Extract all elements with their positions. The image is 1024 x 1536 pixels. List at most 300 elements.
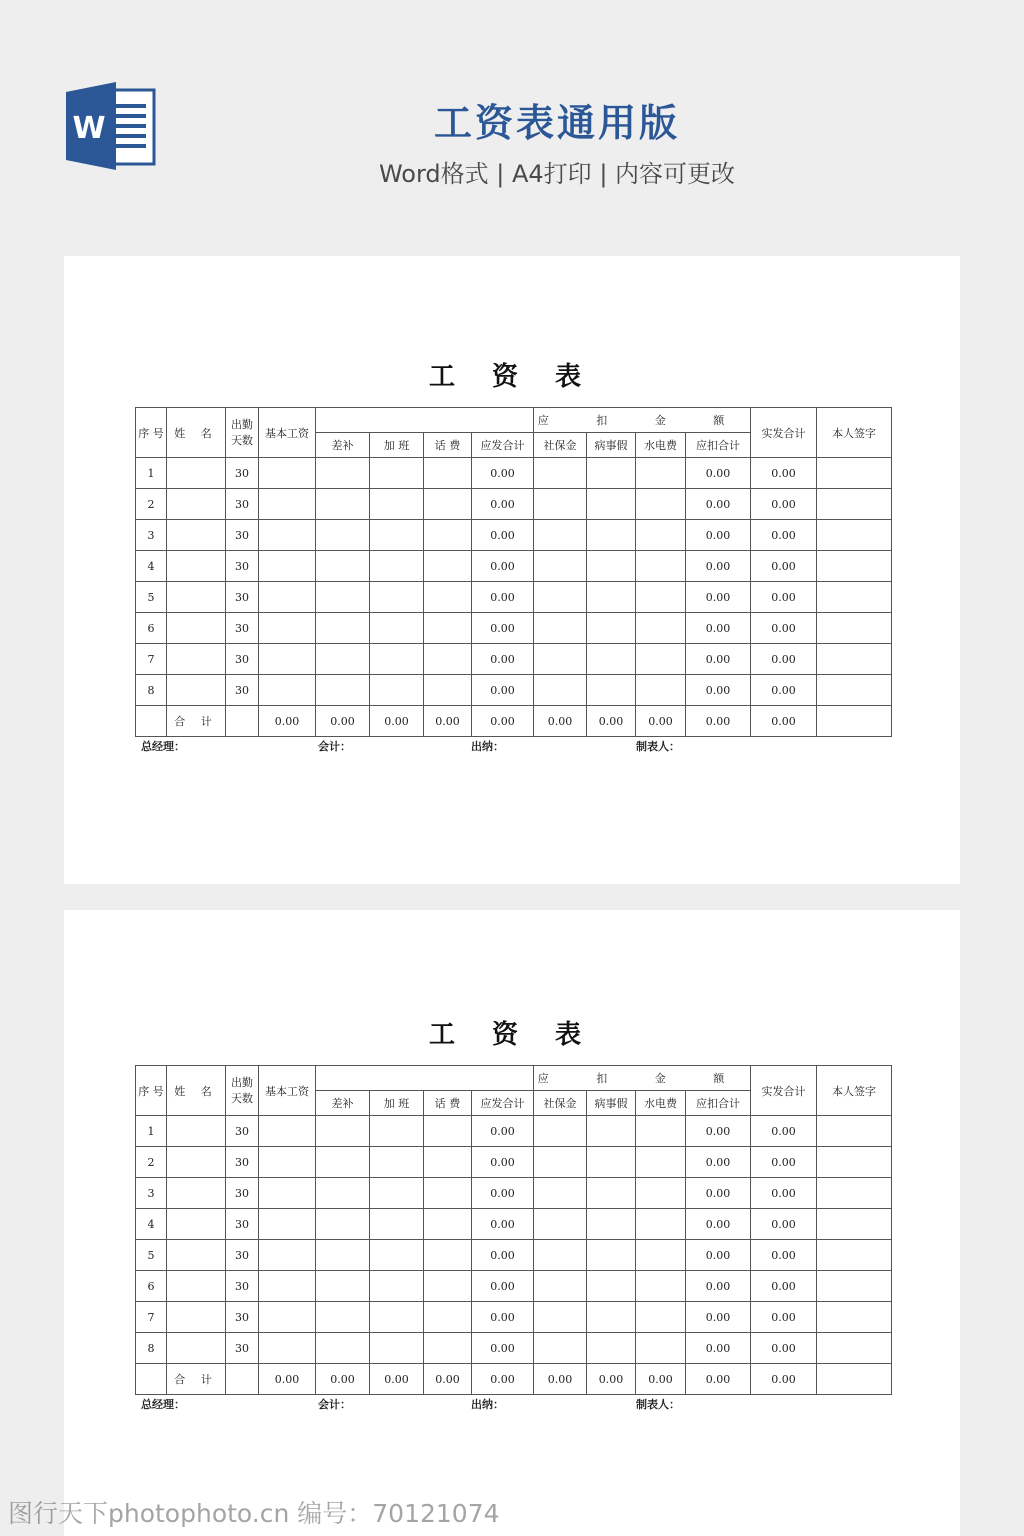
cell-name [167,458,226,489]
col-header-phone-fee: 话 费 [424,433,472,458]
cell-seq: 6 [136,613,167,644]
col-header-utilities: 水电费 [636,1091,686,1116]
cell-allowance [316,458,370,489]
total-value: 0.00 [686,1364,751,1395]
col-header-base-salary: 基本工资 [259,1066,316,1116]
total-value: 0.00 [587,1364,636,1395]
cell-actual-total: 0.00 [751,1147,817,1178]
cell-overtime [370,489,424,520]
table-row [136,489,892,520]
cell-deduction-total: 0.00 [686,458,751,489]
cell-deduction-total: 0.00 [686,1178,751,1209]
header-row [136,408,892,433]
cell-social-security [534,1147,587,1178]
cell-sick-leave [587,489,636,520]
table-row [136,551,892,582]
cell-seq: 7 [136,1302,167,1333]
cell-seq: 3 [136,1178,167,1209]
cell-deduction-total: 0.00 [686,613,751,644]
total-days [226,1364,259,1395]
cell-name [167,1116,226,1147]
cell-gross-total: 0.00 [472,1147,534,1178]
cell-deduction-total: 0.00 [686,1147,751,1178]
cell-base-salary [259,582,316,613]
table-row [136,1240,892,1271]
table-row [136,1147,892,1178]
cell-utilities [636,1333,686,1364]
col-header-signature: 本人签字 [817,408,892,458]
cell-actual-total: 0.00 [751,520,817,551]
total-value: 0.00 [636,706,686,737]
cell-actual-total: 0.00 [751,1178,817,1209]
cell-gross-total: 0.00 [472,1209,534,1240]
cell-base-salary [259,551,316,582]
signature-footer [141,1396,881,1412]
total-value: 0.00 [370,1364,424,1395]
cell-seq: 2 [136,489,167,520]
col-header-social-security: 社保金 [534,433,587,458]
cell-actual-total: 0.00 [751,1209,817,1240]
col-header-attendance-text: 出勤天数 [231,417,253,447]
cell-name [167,1147,226,1178]
cell-gross-total: 0.00 [472,1240,534,1271]
cell-deduction-total: 0.00 [686,644,751,675]
cell-signature [817,1116,892,1147]
cell-utilities [636,458,686,489]
cell-gross-total: 0.00 [472,582,534,613]
cell-signature [817,644,892,675]
cell-sick-leave [587,675,636,706]
cell-utilities [636,644,686,675]
total-label: 合 计 [167,706,226,737]
cell-days: 30 [226,644,259,675]
cell-allowance [316,1178,370,1209]
preparer-label: 制表人： [636,1398,680,1411]
cell-allowance [316,1302,370,1333]
cell-sick-leave [587,1271,636,1302]
cell-signature [817,1240,892,1271]
cell-sick-leave [587,458,636,489]
cell-phone-fee [424,1302,472,1333]
cell-phone-fee [424,1147,472,1178]
cell-actual-total: 0.00 [751,551,817,582]
cell-seq: 8 [136,675,167,706]
cell-deduction-total: 0.00 [686,1333,751,1364]
cell-allowance [316,1271,370,1302]
cell-name [167,489,226,520]
cell-utilities [636,551,686,582]
cell-allowance [316,675,370,706]
signature-footer [141,738,881,754]
cell-phone-fee [424,1240,472,1271]
cell-base-salary [259,613,316,644]
col-header-phone-fee: 话 费 [424,1091,472,1116]
cell-sick-leave [587,582,636,613]
cell-utilities [636,1116,686,1147]
col-header-allowance: 差补 [316,433,370,458]
cell-signature [817,489,892,520]
cell-base-salary [259,1240,316,1271]
cell-social-security [534,613,587,644]
col-header-allowance: 差补 [316,1091,370,1116]
cell-base-salary [259,675,316,706]
cell-gross-total: 0.00 [472,1178,534,1209]
cell-seq: 3 [136,520,167,551]
cell-sick-leave [587,1209,636,1240]
cell-phone-fee [424,675,472,706]
cell-gross-total: 0.00 [472,613,534,644]
cell-base-salary [259,458,316,489]
cell-gross-total: 0.00 [472,458,534,489]
cell-deduction-total: 0.00 [686,551,751,582]
col-header-earnings-group [316,1066,534,1091]
cell-base-salary [259,1147,316,1178]
cell-days: 30 [226,520,259,551]
cell-phone-fee [424,551,472,582]
col-header-attendance [226,408,259,458]
cell-phone-fee [424,613,472,644]
accountant-label: 会计： [318,1398,351,1411]
cell-utilities [636,1302,686,1333]
cell-phone-fee [424,1178,472,1209]
total-seq [136,1364,167,1395]
cell-deduction-total: 0.00 [686,582,751,613]
cell-sick-leave [587,644,636,675]
cell-social-security [534,1240,587,1271]
cell-signature [817,1333,892,1364]
cell-social-security [534,458,587,489]
cell-gross-total: 0.00 [472,1302,534,1333]
cell-days: 30 [226,1209,259,1240]
cell-base-salary [259,1178,316,1209]
col-header-attendance [226,1066,259,1116]
cell-gross-total: 0.00 [472,489,534,520]
cell-overtime [370,644,424,675]
cell-signature [817,675,892,706]
cell-phone-fee [424,644,472,675]
cell-name [167,1271,226,1302]
cell-deduction-total: 0.00 [686,1209,751,1240]
cell-overtime [370,1147,424,1178]
total-value: 0.00 [259,1364,316,1395]
col-header-attendance-text: 出勤天数 [231,1075,253,1105]
cell-days: 30 [226,1147,259,1178]
cell-name [167,644,226,675]
cell-name [167,1302,226,1333]
cell-social-security [534,1271,587,1302]
total-value: 0.00 [424,1364,472,1395]
cell-actual-total: 0.00 [751,1333,817,1364]
cell-phone-fee [424,1333,472,1364]
cell-name [167,1240,226,1271]
manager-label: 总经理： [141,740,185,753]
cell-deduction-total: 0.00 [686,1302,751,1333]
cell-allowance [316,582,370,613]
cell-utilities [636,489,686,520]
accountant-label: 会计： [318,740,351,753]
cell-utilities [636,1271,686,1302]
cell-actual-total: 0.00 [751,1302,817,1333]
cell-seq: 1 [136,1116,167,1147]
cell-sick-leave [587,1178,636,1209]
col-header-utilities: 水电费 [636,433,686,458]
cell-phone-fee [424,1271,472,1302]
cell-signature [817,1271,892,1302]
cell-days: 30 [226,1333,259,1364]
cell-social-security [534,1302,587,1333]
cell-actual-total: 0.00 [751,613,817,644]
cell-utilities [636,1178,686,1209]
cell-name [167,520,226,551]
total-value: 0.00 [534,706,587,737]
cell-overtime [370,582,424,613]
cell-days: 30 [226,613,259,644]
table-row [136,1209,892,1240]
cell-gross-total: 0.00 [472,551,534,582]
cell-days: 30 [226,1271,259,1302]
total-value: 0.00 [316,1364,370,1395]
cell-signature [817,1302,892,1333]
col-header-signature: 本人签字 [817,1066,892,1116]
cell-overtime [370,1302,424,1333]
cell-actual-total: 0.00 [751,675,817,706]
cell-overtime [370,458,424,489]
cell-phone-fee [424,582,472,613]
total-value: 0.00 [686,706,751,737]
cell-name [167,551,226,582]
total-value: 0.00 [636,1364,686,1395]
cell-seq: 8 [136,1333,167,1364]
cell-seq: 4 [136,1209,167,1240]
total-value: 0.00 [472,1364,534,1395]
header-subtitle: Word格式 | A4打印 | 内容可更改 [378,160,736,188]
col-header-base-salary: 基本工资 [259,408,316,458]
cell-seq: 5 [136,1240,167,1271]
cell-allowance [316,1333,370,1364]
cell-utilities [636,1209,686,1240]
cell-social-security [534,675,587,706]
cell-utilities [636,520,686,551]
cell-allowance [316,613,370,644]
total-value: 0.00 [259,706,316,737]
cell-base-salary [259,644,316,675]
cell-gross-total: 0.00 [472,644,534,675]
col-header-overtime: 加 班 [370,433,424,458]
cell-social-security [534,644,587,675]
cell-gross-total: 0.00 [472,1333,534,1364]
cell-allowance [316,520,370,551]
cell-signature [817,520,892,551]
total-label: 合 计 [167,1364,226,1395]
cell-days: 30 [226,1240,259,1271]
total-value: 0.00 [316,706,370,737]
cashier-label: 出纳： [471,740,504,753]
cell-seq: 5 [136,582,167,613]
cell-signature [817,458,892,489]
total-value: 0.00 [424,706,472,737]
col-header-deduction-group: 应 扣 金 额 [534,1066,751,1091]
total-value: 0.00 [472,706,534,737]
cell-allowance [316,1116,370,1147]
cell-sick-leave [587,520,636,551]
cell-allowance [316,644,370,675]
cell-days: 30 [226,489,259,520]
cell-overtime [370,1116,424,1147]
cell-name [167,1178,226,1209]
total-row [136,1364,892,1395]
total-seq [136,706,167,737]
cell-overtime [370,1333,424,1364]
col-header-deduction-total: 应扣合计 [686,1091,751,1116]
cell-actual-total: 0.00 [751,458,817,489]
cell-actual-total: 0.00 [751,1271,817,1302]
cell-actual-total: 0.00 [751,582,817,613]
cell-deduction-total: 0.00 [686,489,751,520]
total-row [136,706,892,737]
cell-sick-leave [587,613,636,644]
total-value: 0.00 [587,706,636,737]
cell-name [167,1333,226,1364]
cell-days: 30 [226,458,259,489]
cell-social-security [534,551,587,582]
cell-allowance [316,1209,370,1240]
cell-social-security [534,1209,587,1240]
cell-allowance [316,551,370,582]
cell-social-security [534,489,587,520]
table-row [136,613,892,644]
col-header-sick-leave: 病事假 [587,1091,636,1116]
svg-text:W: W [72,111,106,146]
cell-overtime [370,613,424,644]
salary-table [135,407,892,737]
cell-name [167,613,226,644]
table-row [136,1271,892,1302]
cell-phone-fee [424,1116,472,1147]
cell-days: 30 [226,675,259,706]
table-row [136,1333,892,1364]
total-days [226,706,259,737]
cell-overtime [370,1178,424,1209]
col-header-actual-total: 实发合计 [751,408,817,458]
cell-allowance [316,1147,370,1178]
watermark: 图行天下photophoto.cn 编号：70121074 [8,1499,500,1528]
col-header-gross-total: 应发合计 [472,433,534,458]
col-header-seq: 序 号 [136,1066,167,1116]
cell-utilities [636,1240,686,1271]
total-signature [817,1364,892,1395]
table-row [136,1116,892,1147]
document-title: 工 资 表 [428,1020,596,1050]
document-page-2 [64,910,960,1536]
table-row [136,644,892,675]
cell-overtime [370,520,424,551]
cell-deduction-total: 0.00 [686,675,751,706]
document-title: 工 资 表 [428,362,596,392]
salary-table [135,1065,892,1395]
total-signature [817,706,892,737]
cell-name [167,675,226,706]
cell-gross-total: 0.00 [472,675,534,706]
cell-overtime [370,675,424,706]
cell-phone-fee [424,520,472,551]
cell-gross-total: 0.00 [472,1271,534,1302]
header-title: 工资表通用版 [433,101,680,145]
cell-signature [817,582,892,613]
cell-seq: 7 [136,644,167,675]
cell-actual-total: 0.00 [751,489,817,520]
cell-gross-total: 0.00 [472,520,534,551]
cell-base-salary [259,1116,316,1147]
cell-signature [817,613,892,644]
col-header-deduction-group: 应 扣 金 额 [534,408,751,433]
cell-days: 30 [226,1178,259,1209]
document-page-1 [64,256,960,884]
cell-social-security [534,1178,587,1209]
col-header-deduction-total: 应扣合计 [686,433,751,458]
cell-base-salary [259,1302,316,1333]
col-header-earnings-group [316,408,534,433]
word-logo-icon [64,82,156,170]
cell-sick-leave [587,551,636,582]
cell-allowance [316,1240,370,1271]
cell-actual-total: 0.00 [751,1240,817,1271]
cell-sick-leave [587,1240,636,1271]
cell-name [167,582,226,613]
col-header-gross-total: 应发合计 [472,1091,534,1116]
cell-utilities [636,1147,686,1178]
total-value: 0.00 [751,706,817,737]
cell-signature [817,1147,892,1178]
cell-sick-leave [587,1147,636,1178]
cell-overtime [370,551,424,582]
col-header-actual-total: 实发合计 [751,1066,817,1116]
col-header-sick-leave: 病事假 [587,433,636,458]
cell-phone-fee [424,1209,472,1240]
cell-allowance [316,489,370,520]
table-row [136,1302,892,1333]
manager-label: 总经理： [141,1398,185,1411]
col-header-name: 姓 名 [167,408,226,458]
cell-actual-total: 0.00 [751,1116,817,1147]
cell-deduction-total: 0.00 [686,1271,751,1302]
cell-seq: 2 [136,1147,167,1178]
cell-utilities [636,675,686,706]
cell-sick-leave [587,1116,636,1147]
col-header-overtime: 加 班 [370,1091,424,1116]
cell-overtime [370,1209,424,1240]
preparer-label: 制表人： [636,740,680,753]
cell-seq: 6 [136,1271,167,1302]
cell-signature [817,551,892,582]
total-value: 0.00 [534,1364,587,1395]
cell-signature [817,1209,892,1240]
table-row [136,1178,892,1209]
col-header-social-security: 社保金 [534,1091,587,1116]
table-row [136,458,892,489]
cell-social-security [534,1333,587,1364]
cell-phone-fee [424,489,472,520]
cell-utilities [636,613,686,644]
cell-social-security [534,1116,587,1147]
cell-seq: 4 [136,551,167,582]
cell-days: 30 [226,551,259,582]
cell-days: 30 [226,582,259,613]
cell-days: 30 [226,1302,259,1333]
cell-base-salary [259,1333,316,1364]
cell-actual-total: 0.00 [751,644,817,675]
cell-phone-fee [424,458,472,489]
cell-social-security [534,520,587,551]
